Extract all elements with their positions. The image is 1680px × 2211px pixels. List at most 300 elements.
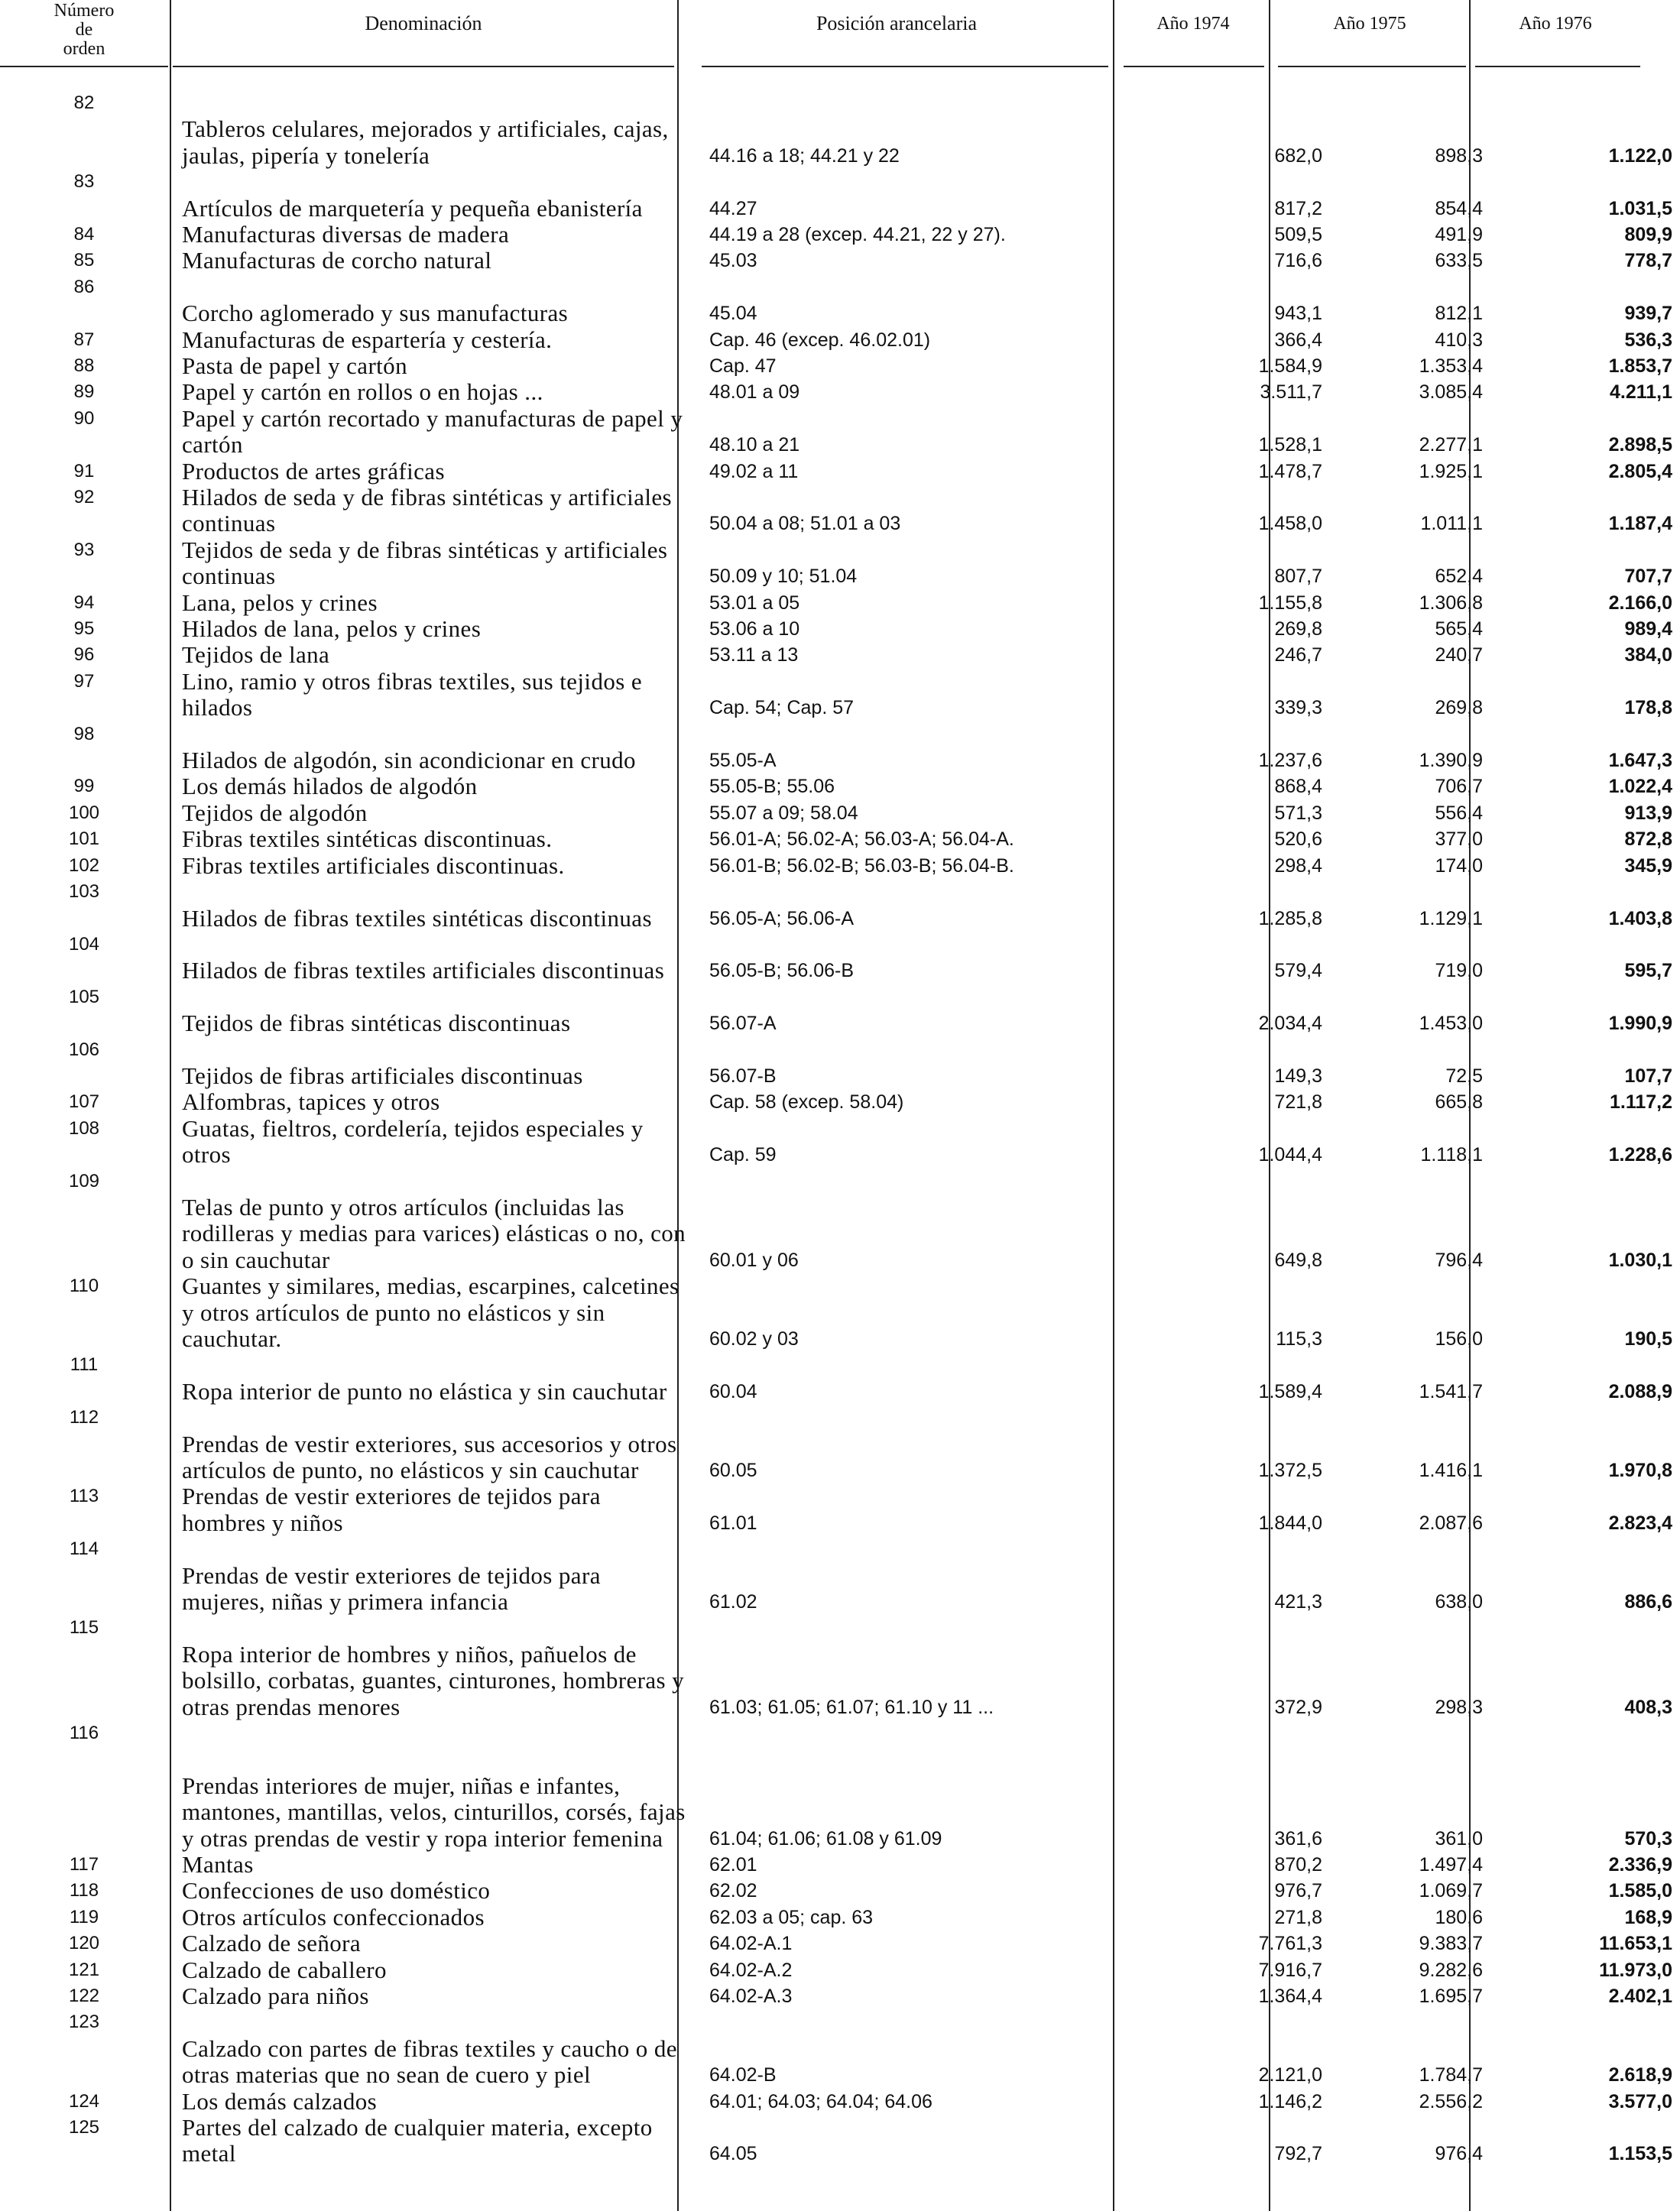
row-posicion-arancelaria: Cap. 54; Cap. 57 [709, 697, 855, 719]
row-number: 87 [73, 329, 95, 350]
row-number: 100 [68, 802, 100, 823]
table-row [0, 353, 1680, 379]
row-number: 85 [73, 250, 95, 271]
row-value-1974: 246,7 [1274, 644, 1322, 666]
table-row [0, 616, 1680, 642]
row-value-1976: 2.336,9 [1608, 1853, 1672, 1875]
row-number: 86 [73, 276, 95, 297]
row-number: 117 [69, 1853, 99, 1875]
row-value-1975: 812,1 [1435, 303, 1483, 325]
row-denominacion: Hilados de lana, pelos y crines [182, 615, 482, 643]
row-value-1976: 168,9 [1624, 1906, 1672, 1928]
row-value-1976: 939,7 [1624, 303, 1672, 325]
table-row [0, 642, 1680, 668]
row-posicion-arancelaria: 61.02 [709, 1590, 757, 1613]
header-ano-1974 [1117, 14, 1269, 81]
row-number: 120 [68, 1933, 100, 1954]
row-posicion-arancelaria: 44.16 a 18; 44.21 y 22 [709, 144, 900, 167]
header-rule-posicion [702, 66, 1108, 67]
row-number: 124 [68, 2090, 100, 2112]
table-row [0, 1720, 1680, 1852]
row-posicion-arancelaria: 64.02-A.1 [709, 1933, 793, 1955]
row-number: 93 [73, 539, 95, 560]
row-posicion-arancelaria: 64.02-A.2 [709, 1959, 793, 1981]
header-1975-text: Año 1975 [1333, 14, 1406, 34]
row-value-1974: 366,4 [1274, 329, 1322, 351]
row-value-1975: 1.306,8 [1419, 592, 1483, 614]
row-posicion-arancelaria: 56.07-A [709, 1013, 777, 1035]
table-row [0, 1957, 1680, 1983]
row-number: 97 [73, 670, 95, 692]
table-row [0, 1878, 1680, 1904]
table-row [0, 379, 1680, 405]
tariff-table-body [0, 90, 1680, 2167]
row-denominacion: Prendas de vestir exteriores de tejidos para mujeres, niñas y primera infancia [182, 1561, 601, 1615]
table-row [0, 984, 1680, 1037]
row-posicion-arancelaria: Cap. 58 (excep. 58.04) [709, 1091, 904, 1114]
row-number: 96 [73, 644, 95, 666]
row-value-1975: 3.085,4 [1419, 381, 1483, 404]
header-rule-1974 [1124, 66, 1264, 67]
table-row [0, 1536, 1680, 1615]
row-value-1974: 339,3 [1274, 697, 1322, 719]
row-value-1975: 1.497,4 [1419, 1853, 1483, 1875]
row-value-1976: 178,8 [1624, 697, 1672, 719]
table-row [0, 459, 1680, 485]
row-denominacion: Manufacturas de espartería y cestería. [182, 326, 553, 353]
row-number: 107 [68, 1091, 100, 1113]
row-value-1974: 520,6 [1274, 828, 1322, 851]
row-value-1974: 976,7 [1274, 1880, 1322, 1902]
row-value-1975: 2.556,2 [1419, 2090, 1483, 2112]
row-value-1975: 633,5 [1435, 250, 1483, 272]
row-value-1975: 719,0 [1435, 960, 1483, 982]
row-number: 92 [73, 487, 95, 508]
row-value-1976: 2.166,0 [1608, 592, 1672, 614]
row-denominacion: Hilados de fibras textiles sintéticas discontinuas [182, 904, 652, 932]
row-number: 116 [69, 1722, 99, 1743]
row-number: 89 [73, 381, 95, 403]
row-posicion-arancelaria: 62.03 a 05; cap. 63 [709, 1906, 874, 1928]
table-row [0, 2009, 1680, 2088]
row-number: 123 [68, 2012, 100, 2033]
row-posicion-arancelaria: 64.05 [709, 2143, 757, 2165]
row-value-1976: 707,7 [1624, 566, 1672, 588]
row-posicion-arancelaria: 60.02 y 03 [709, 1328, 799, 1350]
table-row [0, 1483, 1680, 1536]
row-value-1976: 1.403,8 [1608, 907, 1672, 929]
table-row [0, 274, 1680, 327]
row-value-1974: 149,3 [1274, 1065, 1322, 1087]
row-value-1974: 682,0 [1274, 144, 1322, 167]
row-value-1976: 4.211,1 [1609, 381, 1672, 404]
row-value-1975: 410,3 [1435, 329, 1483, 351]
header-denominacion-text: Denominación [365, 12, 482, 34]
row-posicion-arancelaria: 45.03 [709, 250, 757, 272]
row-value-1976: 1.022,4 [1608, 776, 1672, 798]
row-value-1974: 1.478,7 [1258, 460, 1322, 482]
row-posicion-arancelaria: 44.19 a 28 (excep. 44.21, 22 y 27). [709, 223, 1006, 245]
row-posicion-arancelaria: 64.02-B [709, 2064, 777, 2086]
row-value-1976: 595,7 [1624, 960, 1672, 982]
row-number: 119 [69, 1906, 99, 1927]
row-number: 118 [69, 1880, 99, 1901]
row-posicion-arancelaria: 60.01 y 06 [709, 1249, 799, 1271]
row-value-1974: 716,6 [1274, 250, 1322, 272]
row-posicion-arancelaria: 55.07 a 09; 58.04 [709, 802, 858, 824]
row-value-1976: 190,5 [1624, 1328, 1672, 1350]
row-posicion-arancelaria: 61.01 [709, 1512, 757, 1534]
row-value-1975: 1.129,1 [1419, 907, 1483, 929]
row-value-1975: 298,3 [1435, 1696, 1483, 1718]
row-posicion-arancelaria: 53.01 a 05 [709, 592, 800, 614]
table-row [0, 1983, 1680, 2009]
table-row [0, 590, 1680, 616]
table-row [0, 1089, 1680, 1115]
row-number: 95 [73, 618, 95, 640]
row-value-1975: 796,4 [1435, 1249, 1483, 1271]
row-denominacion: Corcho aglomerado y sus manufacturas [182, 300, 569, 327]
row-value-1976: 2.898,5 [1608, 434, 1672, 456]
row-denominacion: Ropa interior de punto no elástica y sin cauchutar [182, 1377, 667, 1405]
row-value-1976: 107,7 [1624, 1065, 1672, 1087]
table-row [0, 1116, 1680, 1169]
row-denominacion: Tejidos de algodón [182, 799, 368, 826]
row-number: 94 [73, 592, 95, 613]
row-posicion-arancelaria: 44.27 [709, 197, 757, 219]
row-denominacion: Productos de artes gráficas [182, 457, 445, 485]
row-denominacion: Telas de punto y otros artículos (incluidas las rodilleras y medias para varices) elásticas o no, con o sin cauchutar [182, 1193, 686, 1273]
table-row [0, 669, 1680, 721]
row-number: 105 [68, 986, 100, 1007]
table-row [0, 537, 1680, 590]
row-denominacion: Calzado de caballero [182, 1956, 387, 1983]
row-number: 84 [73, 223, 95, 245]
row-value-1974: 1.285,8 [1258, 907, 1322, 929]
row-posicion-arancelaria: 53.06 a 10 [709, 618, 800, 640]
row-denominacion: Lana, pelos y crines [182, 588, 378, 616]
row-number: 108 [68, 1117, 100, 1139]
row-denominacion: Ropa interior de hombres y niños, pañuelos de bolsillo, corbatas, guantes, cinturones, hombreras y otras prendas menores [182, 1640, 685, 1720]
row-value-1975: 174,0 [1435, 854, 1483, 877]
row-value-1975: 665,8 [1435, 1091, 1483, 1114]
row-value-1975: 1.390,9 [1419, 750, 1483, 772]
row-denominacion: Calzado para niños [182, 1982, 369, 2009]
row-number: 109 [68, 1170, 100, 1191]
row-value-1975: 1.784,7 [1419, 2064, 1483, 2086]
row-value-1974: 115,3 [1276, 1328, 1322, 1350]
row-denominacion: Prendas de vestir exteriores de tejidos para hombres y niños [182, 1483, 601, 1536]
row-value-1974: 1.237,6 [1258, 750, 1322, 772]
row-posicion-arancelaria: 62.01 [709, 1853, 757, 1875]
row-value-1974: 2.034,4 [1258, 1013, 1322, 1035]
row-value-1974: 1.372,5 [1258, 1459, 1322, 1481]
row-value-1976: 872,8 [1624, 828, 1672, 851]
header-ano-1975 [1272, 14, 1468, 81]
row-number: 106 [68, 1039, 100, 1060]
row-posicion-arancelaria: 56.05-A; 56.06-A [709, 907, 855, 929]
row-value-1975: 1.011,1 [1420, 513, 1483, 535]
row-number: 115 [69, 1617, 99, 1639]
row-number: 112 [69, 1407, 99, 1428]
row-value-1976: 11.653,1 [1599, 1933, 1672, 1955]
row-posicion-arancelaria: 64.02-A.3 [709, 1985, 793, 2007]
row-denominacion: Prendas de vestir exteriores, sus accesorios y otros artículos de punto, no elásticos y sin cauchutar [182, 1430, 677, 1483]
row-denominacion: Hilados de seda y de fibras sintéticas y artificiales continuas [182, 484, 672, 537]
row-value-1975: 9.282,6 [1419, 1959, 1483, 1981]
row-posicion-arancelaria: 50.09 y 10; 51.04 [709, 566, 858, 588]
row-value-1976: 809,9 [1624, 223, 1672, 245]
row-value-1975: 1.925,1 [1419, 460, 1483, 482]
row-number: 111 [70, 1354, 99, 1376]
row-denominacion: Papel y cartón en rollos o en hojas ... [182, 378, 543, 406]
row-value-1975: 156,0 [1435, 1328, 1483, 1350]
row-value-1975: 652,4 [1435, 566, 1483, 588]
header-1974-text: Año 1974 [1156, 14, 1230, 34]
row-number: 88 [73, 355, 95, 376]
table-row [0, 1615, 1680, 1720]
header-ano-1976 [1471, 14, 1640, 81]
row-posicion-arancelaria: 50.04 a 08; 51.01 a 03 [709, 513, 901, 535]
row-value-1975: 565,4 [1435, 618, 1483, 640]
row-value-1975: 854,4 [1435, 197, 1483, 219]
row-denominacion: Mantas [182, 1850, 254, 1878]
row-value-1975: 2.087,6 [1419, 1512, 1483, 1534]
table-row [0, 485, 1680, 537]
row-denominacion: Hilados de fibras textiles artificiales discontinuas [182, 957, 665, 984]
row-value-1974: 1.155,8 [1258, 592, 1322, 614]
row-value-1976: 989,4 [1624, 618, 1672, 640]
row-value-1974: 1.044,4 [1258, 1144, 1322, 1166]
row-value-1976: 1.153,5 [1608, 2143, 1672, 2165]
row-value-1976: 536,3 [1624, 329, 1672, 351]
row-posicion-arancelaria: 56.05-B; 56.06-B [709, 960, 855, 982]
row-denominacion: Calzado con partes de fibras textiles y caucho o de otras materias que no sean de cuero y piel [182, 2034, 677, 2089]
row-posicion-arancelaria: 55.05-A [709, 750, 777, 772]
row-posicion-arancelaria: 64.01; 64.03; 64.04; 64.06 [709, 2090, 932, 2112]
table-row [0, 1273, 1680, 1352]
row-number: 99 [73, 776, 95, 797]
header-posicion-text: Posición arancelaria [816, 12, 978, 34]
row-value-1976: 2.805,4 [1608, 460, 1672, 482]
row-value-1975: 706,7 [1435, 776, 1483, 798]
row-value-1974: 1.146,2 [1258, 2090, 1322, 2112]
row-value-1974: 1.528,1 [1258, 434, 1322, 456]
table-row [0, 1852, 1680, 1878]
row-value-1974: 807,7 [1274, 566, 1322, 588]
table-row [0, 2089, 1680, 2115]
header-rule-denominacion [173, 66, 674, 67]
row-number: 82 [73, 92, 95, 113]
row-posicion-arancelaria: 61.04; 61.06; 61.08 y 61.09 [709, 1827, 942, 1850]
row-value-1974: 361,6 [1274, 1827, 1322, 1850]
row-value-1976: 1.990,9 [1608, 1013, 1672, 1035]
tariff-table [0, 90, 1680, 2167]
row-value-1974: 1.589,4 [1258, 1380, 1322, 1402]
row-value-1976: 1.030,1 [1608, 1249, 1672, 1271]
table-row [0, 1352, 1680, 1405]
table-row [0, 800, 1680, 826]
row-value-1976: 1.187,4 [1608, 513, 1672, 535]
row-posicion-arancelaria: 56.01-A; 56.02-A; 56.03-A; 56.04-A. [709, 828, 1014, 851]
row-posicion-arancelaria: 62.02 [709, 1880, 757, 1902]
row-denominacion: Papel y cartón recortado y manufacturas de papel y cartón [182, 404, 683, 459]
row-value-1975: 72,5 [1445, 1065, 1483, 1087]
row-posicion-arancelaria: 60.04 [709, 1380, 757, 1402]
header-numero-de-orden [0, 2, 168, 69]
row-posicion-arancelaria: 53.11 a 13 [709, 644, 799, 666]
table-row [0, 721, 1680, 774]
row-value-1976: 913,9 [1624, 802, 1672, 824]
row-number: 103 [68, 881, 100, 903]
row-value-1976: 1.228,6 [1608, 1144, 1672, 1166]
row-value-1976: 11.973,0 [1599, 1959, 1672, 1981]
row-number: 91 [73, 460, 95, 481]
row-number: 122 [68, 1985, 100, 2006]
row-denominacion: Los demás calzados [182, 2087, 378, 2115]
table-row [0, 327, 1680, 353]
row-value-1976: 2.402,1 [1608, 1985, 1672, 2007]
row-value-1976: 1.122,0 [1608, 144, 1672, 167]
row-denominacion: Alfombras, tapices y otros [182, 1088, 440, 1116]
table-row [0, 826, 1680, 852]
row-number: 102 [68, 854, 100, 876]
row-denominacion: Calzado de señora [182, 1930, 362, 1957]
row-posicion-arancelaria: Cap. 59 [709, 1144, 777, 1166]
row-value-1975: 1.453,0 [1419, 1013, 1483, 1035]
row-value-1974: 7.761,3 [1258, 1933, 1322, 1955]
table-row [0, 932, 1680, 984]
table-row [0, 879, 1680, 932]
row-value-1975: 976,4 [1435, 2143, 1483, 2165]
row-denominacion: Fibras textiles sintéticas discontinuas. [182, 825, 553, 853]
row-denominacion: Guantes y similares, medias, escarpines, calcetines y otros artículos de punto no elásticos y sin cauchutar. [182, 1272, 679, 1352]
table-row [0, 1905, 1680, 1931]
row-posicion-arancelaria: 61.03; 61.05; 61.07; 61.10 y 11 ... [709, 1696, 994, 1718]
row-value-1975: 1.541,7 [1419, 1380, 1483, 1402]
row-value-1974: 3.511,7 [1260, 381, 1322, 404]
header-numero-text: Número de orden [54, 1, 115, 59]
table-row [0, 90, 1680, 169]
row-value-1974: 571,3 [1274, 802, 1322, 824]
row-posicion-arancelaria: 48.10 a 21 [709, 434, 800, 456]
row-value-1975: 556,4 [1435, 802, 1483, 824]
row-posicion-arancelaria: 60.05 [709, 1459, 757, 1481]
row-value-1975: 1.069,7 [1419, 1880, 1483, 1902]
row-value-1974: 1.584,9 [1258, 355, 1322, 377]
row-value-1975: 1.695,7 [1419, 1985, 1483, 2007]
row-number: 104 [68, 933, 100, 955]
row-posicion-arancelaria: Cap. 47 [709, 355, 777, 377]
row-denominacion: Tejidos de fibras sintéticas discontinuas [182, 1010, 571, 1037]
table-row [0, 406, 1680, 459]
table-row [0, 2115, 1680, 2167]
row-value-1976: 886,6 [1624, 1590, 1672, 1613]
row-value-1975: 9.383,7 [1419, 1933, 1483, 1955]
row-denominacion: Guatas, fieltros, cordelería, tejidos especiales y otros [182, 1114, 644, 1169]
row-value-1974: 421,3 [1274, 1590, 1322, 1613]
row-value-1975: 491,9 [1435, 223, 1483, 245]
row-posicion-arancelaria: 55.05-B; 55.06 [709, 776, 835, 798]
row-posicion-arancelaria: 48.01 a 09 [709, 381, 800, 404]
header-rule-1975 [1278, 66, 1466, 67]
row-denominacion: Partes del calzado de cualquier materia, excepto metal [182, 2113, 653, 2167]
row-denominacion: Otros artículos confeccionados [182, 1903, 485, 1931]
table-row [0, 1405, 1680, 1483]
row-value-1976: 778,7 [1624, 250, 1672, 272]
row-denominacion: Tejidos de lana [182, 641, 330, 669]
table-row [0, 1169, 1680, 1274]
row-value-1975: 240,7 [1435, 644, 1483, 666]
row-value-1974: 1.844,0 [1258, 1512, 1322, 1534]
row-number: 98 [73, 723, 95, 744]
row-value-1976: 384,0 [1624, 644, 1672, 666]
row-number: 125 [68, 2116, 100, 2138]
row-value-1975: 361,0 [1435, 1827, 1483, 1850]
row-value-1976: 2.088,9 [1608, 1380, 1672, 1402]
row-denominacion: Fibras textiles artificiales discontinuas. [182, 851, 565, 879]
row-value-1974: 7.916,7 [1258, 1959, 1322, 1981]
row-denominacion: Artículos de marquetería y pequeña ebanistería [182, 194, 643, 222]
table-row [0, 222, 1680, 248]
row-value-1976: 1.853,7 [1608, 355, 1672, 377]
row-value-1976: 3.577,0 [1608, 2090, 1672, 2112]
row-number: 114 [69, 1538, 99, 1560]
row-denominacion: Pasta de papel y cartón [182, 352, 407, 379]
row-denominacion: Tableros celulares, mejorados y artificiales, cajas, jaulas, pipería y tonelería [182, 115, 669, 169]
header-1976-text: Año 1976 [1519, 14, 1592, 34]
table-row [0, 1037, 1680, 1090]
row-value-1974: 298,4 [1274, 854, 1322, 877]
row-value-1974: 271,8 [1274, 1906, 1322, 1928]
row-denominacion: Tejidos de fibras artificiales discontinuas [182, 1062, 583, 1089]
row-value-1974: 2.121,0 [1258, 2064, 1322, 2086]
row-denominacion: Lino, ramio y otros fibras textiles, sus tejidos e hilados [182, 667, 643, 721]
row-posicion-arancelaria: 49.02 a 11 [709, 460, 799, 482]
table-row [0, 248, 1680, 274]
row-value-1974: 721,8 [1274, 1091, 1322, 1114]
row-posicion-arancelaria: Cap. 46 (excep. 46.02.01) [709, 329, 931, 351]
table-row [0, 169, 1680, 222]
row-number: 121 [68, 1959, 100, 1980]
row-number: 83 [73, 171, 95, 193]
row-posicion-arancelaria: 45.04 [709, 303, 757, 325]
row-value-1976: 1.970,8 [1608, 1459, 1672, 1481]
row-value-1975: 180,6 [1435, 1906, 1483, 1928]
header-rule-1976 [1475, 66, 1640, 67]
row-value-1975: 2.277,1 [1419, 434, 1483, 456]
row-value-1975: 269,8 [1435, 697, 1483, 719]
row-denominacion: Los demás hilados de algodón [182, 773, 478, 800]
row-value-1975: 638,0 [1435, 1590, 1483, 1613]
row-value-1975: 898,3 [1435, 144, 1483, 167]
row-value-1974: 943,1 [1274, 303, 1322, 325]
row-posicion-arancelaria: 56.07-B [709, 1065, 777, 1087]
table-row [0, 853, 1680, 879]
row-number: 101 [68, 828, 100, 850]
row-value-1976: 1.031,5 [1608, 197, 1672, 219]
row-value-1974: 372,9 [1274, 1696, 1322, 1718]
row-value-1974: 792,7 [1274, 2143, 1322, 2165]
row-value-1974: 269,8 [1274, 618, 1322, 640]
header-denominacion [171, 12, 676, 79]
row-value-1976: 345,9 [1624, 854, 1672, 877]
row-value-1974: 509,5 [1274, 223, 1322, 245]
row-value-1974: 868,4 [1274, 776, 1322, 798]
header-rule-numero [0, 66, 168, 67]
row-value-1976: 1.585,0 [1608, 1880, 1672, 1902]
header-posicion-arancelaria [679, 12, 1114, 79]
